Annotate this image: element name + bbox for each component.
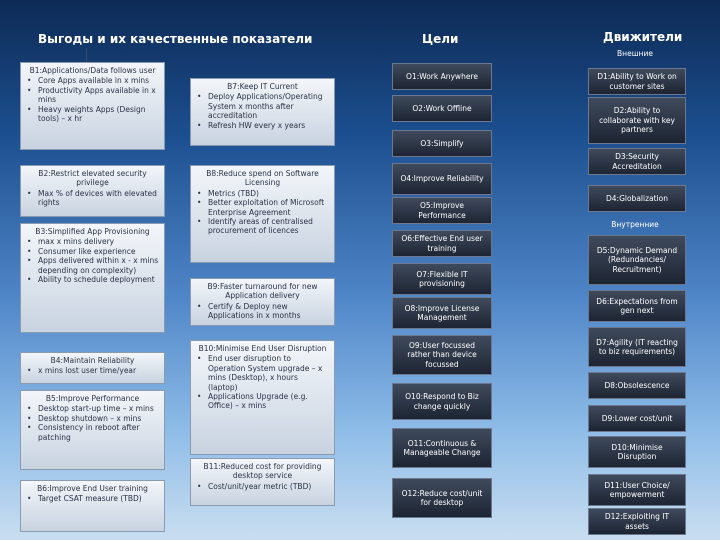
- driver-box: D1:Ability to Work on customer sites: [588, 68, 686, 95]
- goal-box: O3:Simplify: [392, 130, 492, 157]
- benefit-title: B4:Maintain Reliability: [50, 356, 135, 365]
- goal-box: O7:Flexible IT provisioning: [392, 263, 492, 295]
- benefit-metrics-list: [196, 189, 329, 236]
- driver-box: D6:Expectations from gen next: [588, 290, 686, 322]
- benefit-box: [20, 480, 165, 532]
- benefit-metric: • Desktop start-up time – x mins: [38, 404, 159, 413]
- goal-box: O9:User focussed rather than device focussed: [392, 335, 492, 375]
- benefit-metrics-list: [196, 482, 329, 491]
- driver-box: D5:Dynamic Demand (Redundancies/ Recruitment): [588, 235, 686, 285]
- benefit-box: [20, 223, 165, 333]
- goal-box: O5:Improve Performance: [392, 197, 492, 224]
- goals-header: Цели: [422, 32, 459, 46]
- driver-box: D11:User Choice/ empowerment: [588, 474, 686, 506]
- goal-box: O12:Reduce cost/unit for desktop: [392, 478, 492, 518]
- benefit-metric: • Cost/unit/year metric (TBD): [208, 482, 329, 491]
- benefit-metric: • Certify & Deploy new Applications in x months: [208, 302, 329, 321]
- driver-box: D8:Obsolescence: [588, 372, 686, 399]
- benefit-metric: • Productivity Apps available in x mins: [38, 86, 159, 105]
- goal-box: O1:Work Anywhere: [392, 63, 492, 90]
- driver-box: D2:Ability to collaborate with key partners: [588, 97, 686, 144]
- benefit-title: B6:Improve End User training: [37, 484, 148, 493]
- benefit-metric: • Deploy Applications/Operating System x months after accreditation: [208, 92, 329, 120]
- benefit-metric: • Consumer like experience: [38, 247, 159, 256]
- benefit-metric: • Apps delivered within x - x mins depending on complexity): [38, 256, 159, 275]
- goal-box: O6:Effective End user training: [392, 230, 492, 257]
- benefit-metrics-list: [196, 354, 329, 410]
- goal-box: O4:Improve Reliability: [392, 163, 492, 195]
- benefit-metric: • Consistency in reboot after patching: [38, 423, 159, 442]
- driver-box: D7:Agility (IT reacting to biz requirements): [588, 327, 686, 367]
- benefit-title: B3:Simplified App Provisioning: [35, 227, 150, 236]
- external-label: Внешние: [617, 49, 653, 58]
- benefit-metric: • max x mins delivery: [38, 237, 159, 246]
- driver-box: D4:Globalization: [588, 185, 686, 212]
- goal-box: O8:Improve License Management: [392, 297, 492, 329]
- benefit-title: B8:Reduce spend on Software Licensing: [206, 169, 319, 188]
- benefit-metric: • Heavy weights Apps (Design tools) – x hr: [38, 105, 159, 124]
- goal-box: O2:Work Offline: [392, 95, 492, 122]
- benefit-box: [190, 78, 335, 146]
- benefit-title: B5:Improve Performance: [45, 394, 140, 403]
- driver-box: D10:Minimise Disruption: [588, 436, 686, 468]
- benefit-box: [190, 458, 335, 506]
- benefit-title: B11:Reduced cost for providing desktop service: [203, 462, 322, 481]
- benefit-metrics-list: [196, 92, 329, 130]
- benefit-metric: • Applications Upgrade (e.g. Office) – x mins: [208, 392, 329, 411]
- benefit-title: B2:Restrict elevated security privilege: [38, 169, 147, 188]
- benefit-metrics-list: [26, 76, 159, 123]
- benefit-title: B10:Minimise End User Disruption: [198, 344, 327, 353]
- benefit-metric: • Identify areas of centralised procurement of licences: [208, 217, 329, 236]
- connector-line: [86, 48, 87, 62]
- benefit-box: [20, 390, 165, 470]
- benefit-metric: • Max % of devices with elevated rights: [38, 189, 159, 208]
- benefit-box: [20, 165, 165, 217]
- benefit-box: [20, 352, 165, 384]
- benefit-box: [190, 340, 335, 455]
- benefit-box: [190, 278, 335, 326]
- benefit-box: [20, 62, 165, 150]
- benefit-metrics-list: [26, 237, 159, 284]
- benefit-metric: • Desktop shutdown – x mins: [38, 414, 159, 423]
- benefit-metric: • Better exploitation of Microsoft Enterprise Agreement: [208, 198, 329, 217]
- benefit-metrics-list: [26, 494, 159, 503]
- internal-label: Внутренние: [611, 220, 659, 229]
- benefit-metric: • Ability to schedule deployment: [38, 275, 159, 284]
- benefits-header: Выгоды и их качественные показатели: [38, 32, 313, 46]
- benefit-metric: • x mins lost user time/year: [38, 366, 159, 375]
- goal-box: O11:Continuous & Manageable Change: [392, 428, 492, 468]
- benefit-title: B7:Keep IT Current: [227, 82, 298, 91]
- benefit-metric: • Core Apps available in x mins: [38, 76, 159, 85]
- driver-box: D12:Exploiting IT assets: [588, 508, 686, 535]
- driver-box: D3:Security Accreditation: [588, 148, 686, 175]
- benefit-metric: • Metrics (TBD): [208, 189, 329, 198]
- benefit-metrics-list: [26, 189, 159, 208]
- benefit-metric: • Target CSAT measure (TBD): [38, 494, 159, 503]
- benefit-box: [190, 165, 335, 263]
- benefit-metrics-list: [26, 366, 159, 375]
- benefit-title: B9:Faster turnaround for new Application delivery: [207, 282, 318, 301]
- drivers-header: Движители: [603, 30, 683, 44]
- goal-box: O10:Respond to Biz change quickly: [392, 383, 492, 420]
- benefit-metric: • Refresh HW every x years: [208, 121, 329, 130]
- benefit-metrics-list: [196, 302, 329, 321]
- driver-box: D9:Lower cost/unit: [588, 405, 686, 432]
- benefit-title: B1:Applications/Data follows user: [29, 66, 156, 75]
- benefit-metric: • End user disruption to Operation System upgrade – x mins (Desktop), x hours (laptop): [208, 354, 329, 392]
- benefit-metrics-list: [26, 404, 159, 442]
